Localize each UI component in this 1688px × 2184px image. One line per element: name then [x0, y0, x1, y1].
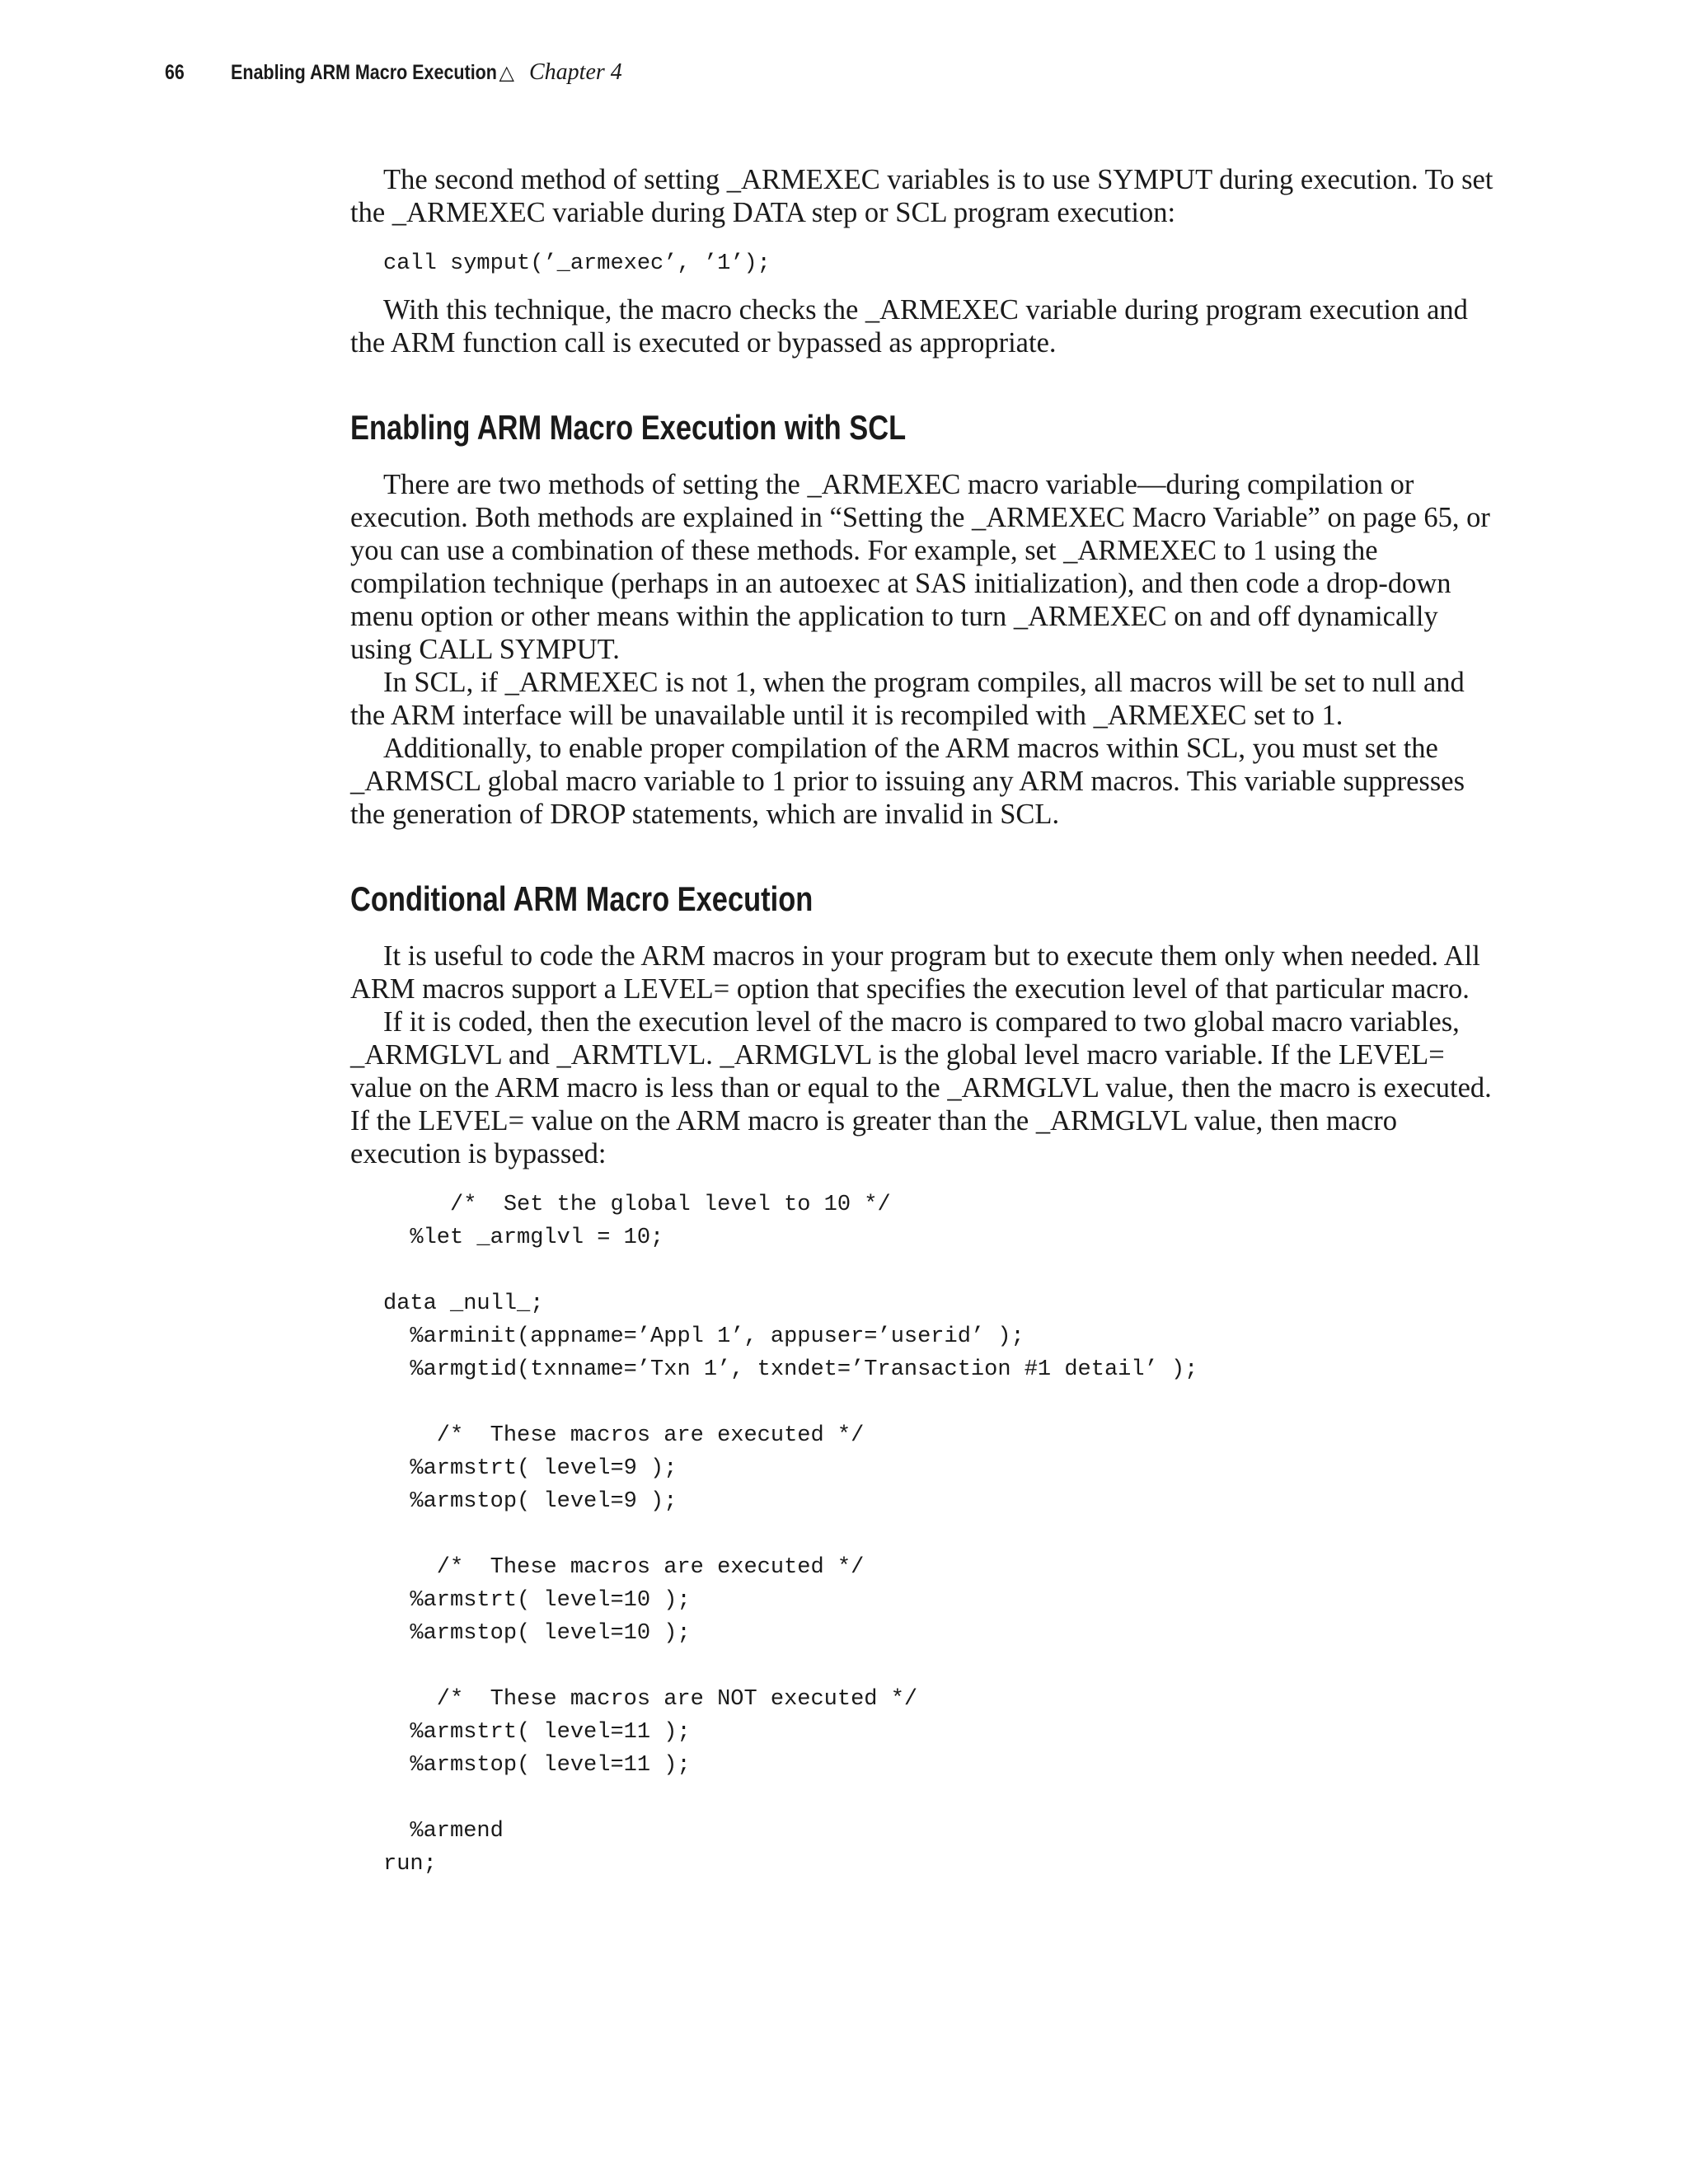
running-head-title: Enabling ARM Macro Execution	[231, 61, 497, 84]
conditional-paragraph-2: If it is coded, then the execution level of the macro is compared to two global macro variables, _ARMGLVL and _ARMTLVL. _ARMGLVL is the global level macro variable. If the LEVEL= value on the ARM macro is less than or equal to the _ARMGLVL value, then the macro is executed. If the LEVEL= value on the ARM macro is greater than the _ARMGLVL value, then macro execution is bypassed:	[350, 1006, 1492, 1169]
code-symput: call symput(’_armexec’, ’1’);	[383, 251, 771, 276]
scl-paragraph-1: There are two methods of setting the _ARMEXEC macro variable—during compilation or execution. Both methods are explained in “Setting the _ARMEXEC Macro Variable” on page 65, or you can use a combination of these methods. For example, set _ARMEXEC to 1 using the compilation technique (perhaps in an autoexec at SAS initialization), and then code a drop-down menu option or other means within the application to turn _ARMEXEC on and off dynamically using CALL SYMPUT.	[350, 469, 1490, 665]
main-content	[350, 163, 1496, 1881]
scl-paragraph-2: In SCL, if _ARMEXEC is not 1, when the program compiles, all macros will be set to null and the ARM interface will be unavailable until it is recompiled with _ARMEXEC set to 1.	[350, 667, 1465, 731]
triangle-separator-icon: △	[499, 61, 514, 84]
code-level-example: /* Set the global level to 10 */ %let _armglvl = 10; data _null_; %arminit(appname=’Appl 1’, appuser=’userid’ ); %armgtid(txnname=’Txn 1’, txndet=’Transaction #1 detail’ ); /* These macros are executed */ %armstrt( level=9 ); %armstop( level=9 ); /* These macros are executed */ %armstrt( level=10 ); %armstop( level=10 ); /* These macros are NOT executed */ %armstrt( level=11 ); %armstop( level=11 ); %armend run;	[383, 1193, 1198, 1877]
intro-paragraph-2: With this technique, the macro checks the _ARMEXEC variable during program execution and the ARM function call is executed or bypassed as appropriate.	[350, 294, 1468, 359]
conditional-paragraph-1: It is useful to code the ARM macros in your program but to execute them only when needed. All ARM macros support a LEVEL= option that specifies the execution level of that particular macro.	[350, 940, 1480, 1005]
intro-paragraph-1: The second method of setting _ARMEXEC variables is to use SYMPUT during execution. To set the _ARMEXEC variable during DATA step or SCL program execution:	[350, 164, 1493, 228]
running-head	[165, 59, 622, 92]
heading-conditional: Conditional ARM Macro Execution	[350, 879, 814, 918]
page-number: 66	[165, 61, 185, 84]
heading-scl: Enabling ARM Macro Execution with SCL	[350, 408, 907, 447]
chapter-label: Chapter 4	[528, 59, 622, 85]
scl-paragraph-3: Additionally, to enable proper compilation of the ARM macros within SCL, you must set the _ARMSCL global macro variable to 1 prior to issuing any ARM macros. This variable suppresses the generation of DROP statements, which are invalid in SCL.	[350, 733, 1465, 830]
